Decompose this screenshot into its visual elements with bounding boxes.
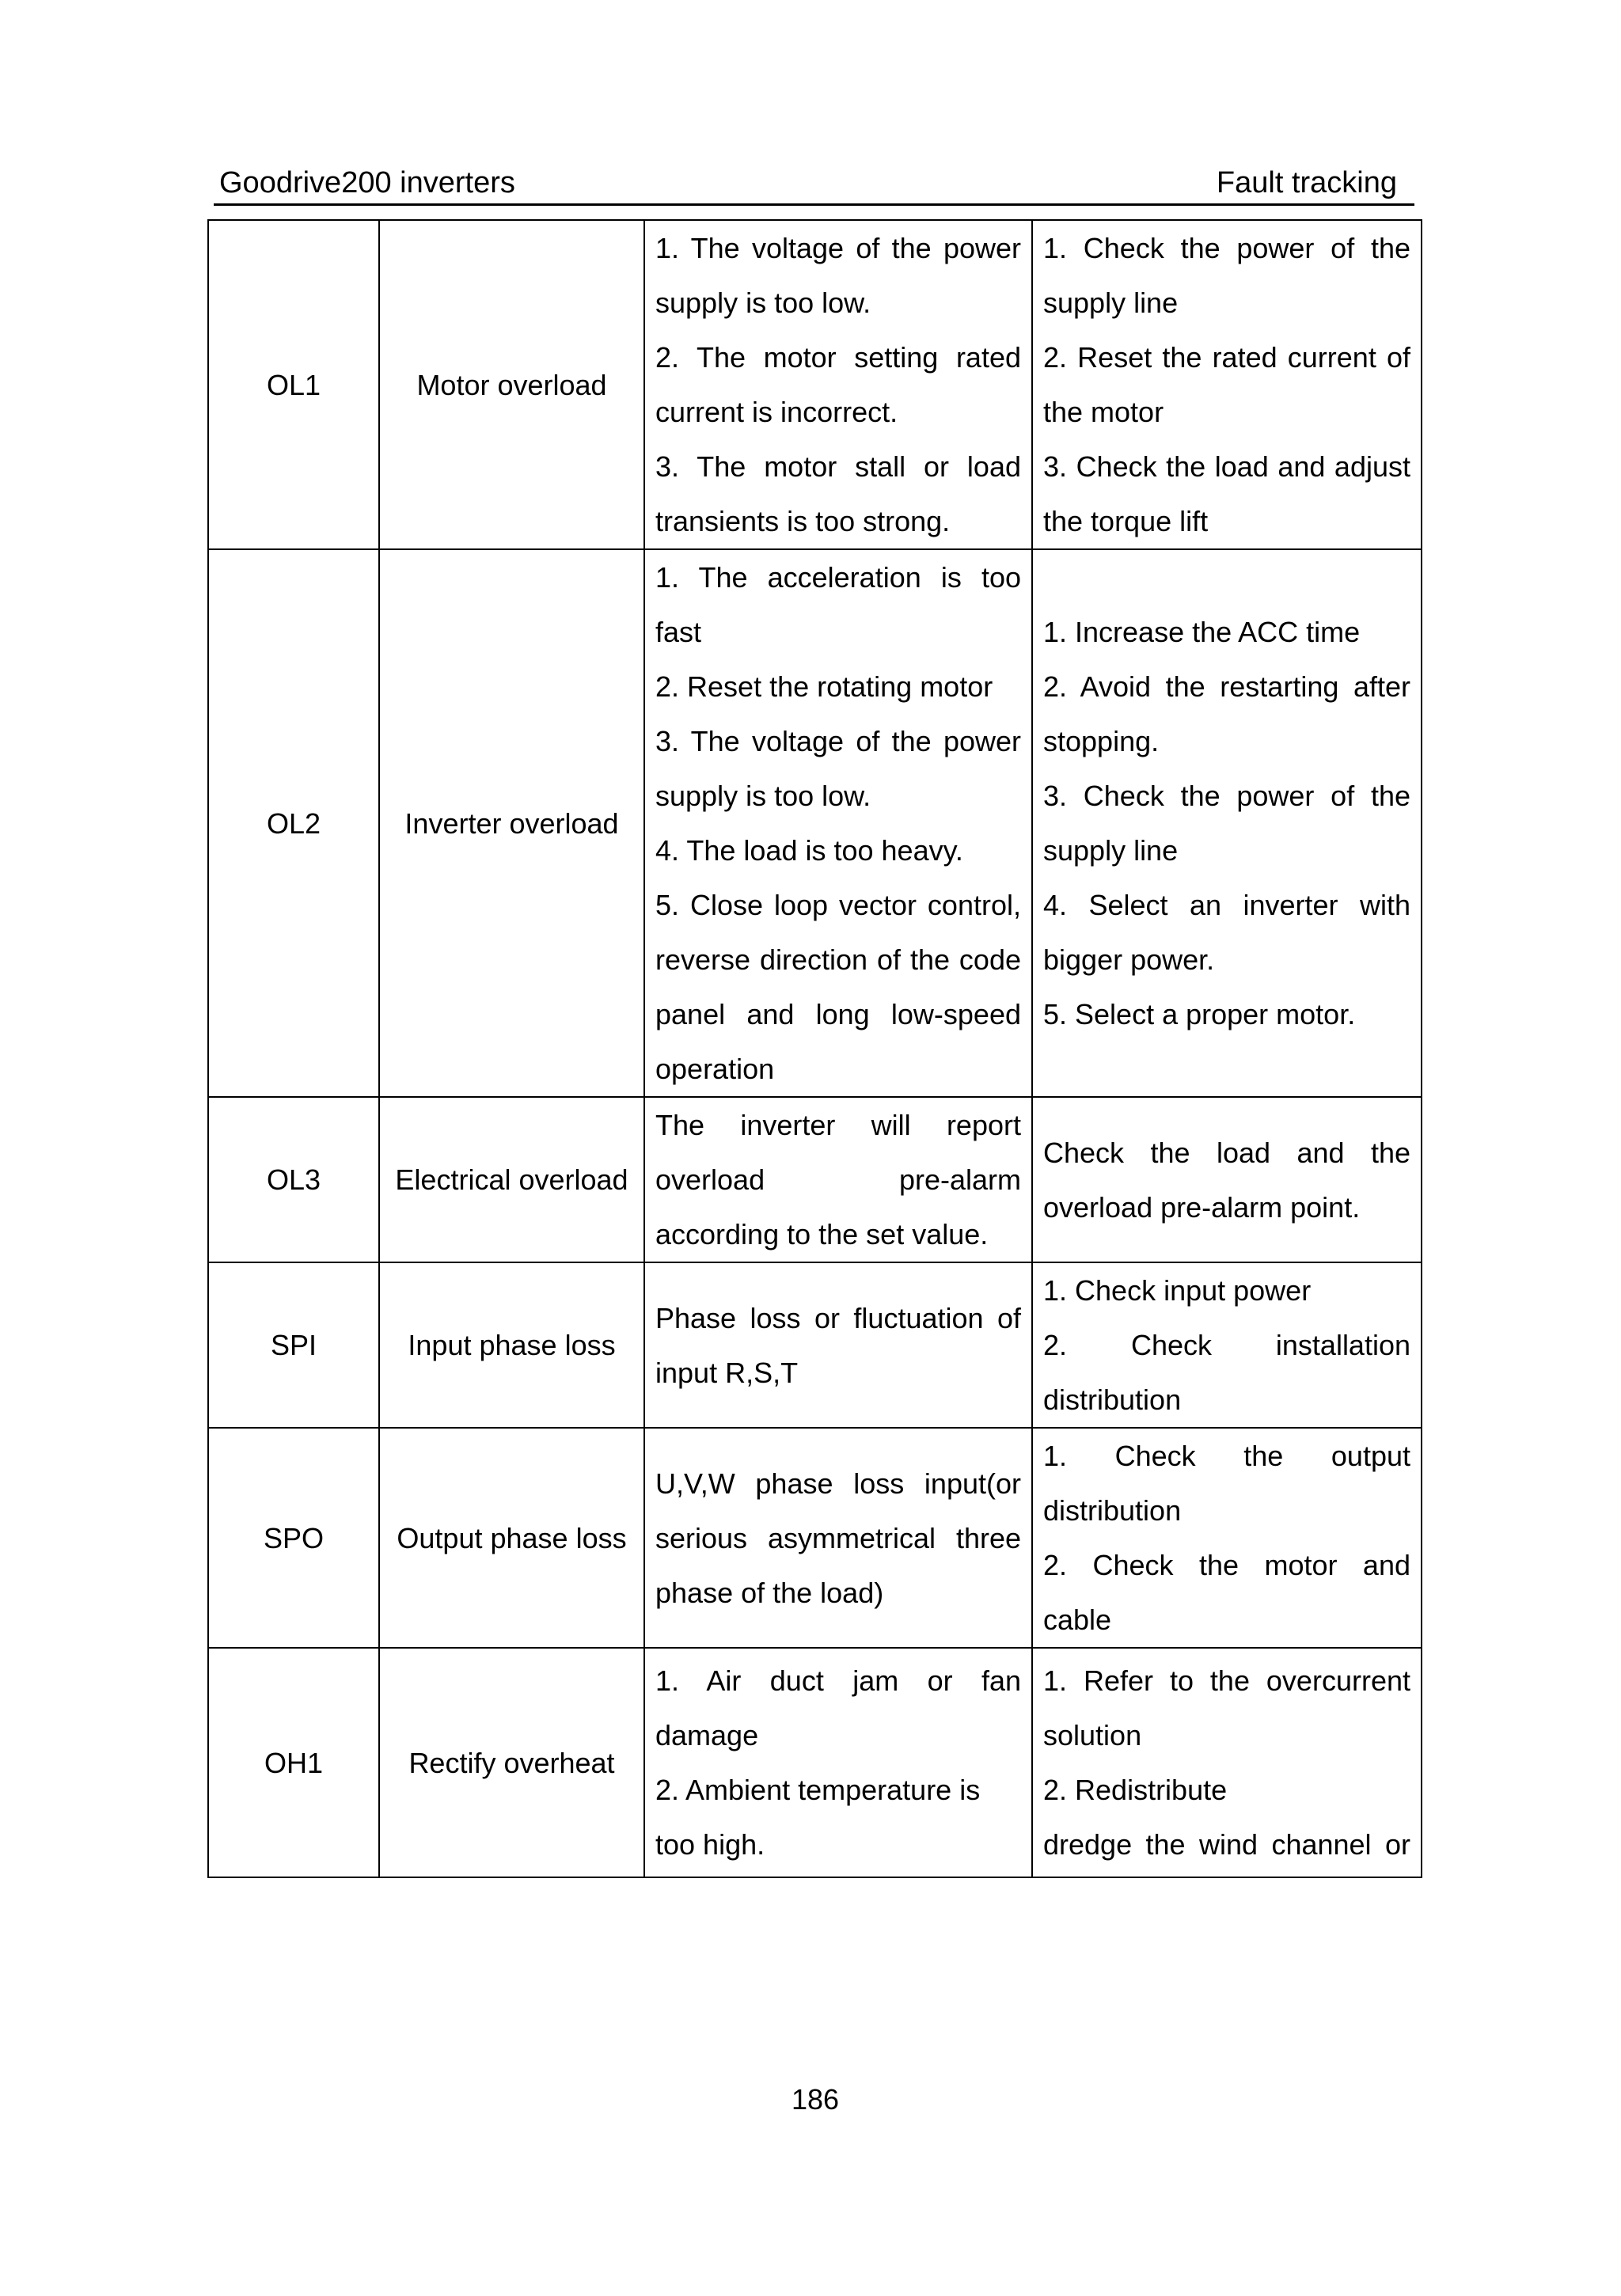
cause-line: 1. The voltage of the power [655,232,1021,264]
cause-line: transients is too strong. [655,505,951,537]
fault-code-cell [208,220,379,549]
fault-row [208,1097,1422,1262]
solution-line: the torque lift [1043,505,1209,537]
fault-code-cell [208,1428,379,1648]
cause-line: 2. Ambient temperature is [655,1774,981,1806]
fault-name: Rectify overheat [408,1746,615,1779]
fault-cause-cell [644,1262,1032,1428]
cause-line: 4. The load is too heavy. [655,834,963,867]
cause-line: current is incorrect. [655,396,898,428]
solution-line: supply line [1043,834,1179,867]
fault-solution-cell [1032,549,1422,1097]
cause-line: 2. The motor setting rated [655,341,1021,374]
fault-row [208,220,1422,549]
solution-line: 2. Check installation [1043,1329,1410,1361]
cause-line: operation [655,1053,775,1085]
solution-line: 3. Check the power of the [1043,780,1410,812]
solution-line: 2. Reset the rated current of [1043,341,1410,374]
solution-line: 1. Check the power of the [1043,232,1410,264]
solution-line: dredge the wind channel or [1043,1828,1410,1861]
solution-line: distribution [1043,1494,1182,1527]
solution-line: 5. Select a proper motor. [1043,998,1356,1030]
solution-line: Check the load and the [1043,1136,1410,1169]
solution-line: 2. Check the motor and [1043,1549,1410,1581]
cause-line: supply is too low. [655,780,871,812]
solution-line: distribution [1043,1383,1182,1416]
fault-code: OL3 [266,1163,321,1196]
fault-row [208,549,1422,1097]
cause-line: 1. Air duct jam or fan [655,1664,1021,1697]
fault-code: OH1 [264,1746,324,1779]
cause-line: overload pre-alarm [655,1163,1021,1196]
fault-code: OL2 [266,806,321,840]
fault-name: Inverter overload [404,806,619,840]
cause-line: 1. The acceleration is too [655,561,1021,594]
fault-cause-cell [644,1097,1032,1262]
fault-name: Electrical overload [395,1163,628,1196]
fault-name-cell [379,549,644,1097]
solution-line: solution [1043,1719,1142,1751]
cause-line: fast [655,616,702,648]
fault-cause-cell [644,1428,1032,1648]
fault-code: SPI [270,1329,317,1361]
solution-line: 1. Increase the ACC time [1043,616,1361,648]
fault-cause-cell [644,220,1032,549]
cause-line: U,V,W phase loss input(or [655,1467,1021,1500]
cause-line: 3. The motor stall or load [655,450,1021,483]
fault-row [208,1262,1422,1428]
fault-name: Input phase loss [408,1329,616,1361]
solution-line: 1. Check the output [1043,1440,1410,1472]
cause-line: 2. Reset the rotating motor [655,670,993,703]
cause-line: 3. The voltage of the power [655,725,1021,757]
cause-line: serious asymmetrical three [655,1521,1021,1554]
fault-code: SPO [263,1521,325,1554]
page-number: 186 [791,2083,840,2116]
cause-line: Phase loss or fluctuation of [655,1301,1021,1334]
fault-table [207,219,1422,1878]
solution-line: 1. Refer to the overcurrent [1043,1664,1410,1697]
cause-line: supply is too low. [655,287,871,319]
cause-line: according to the set value. [655,1218,989,1250]
fault-row [208,1428,1422,1648]
fault-name-cell [379,1262,644,1428]
solution-line: 2. Redistribute [1043,1774,1228,1806]
header-divider [214,203,1414,206]
solution-line: stopping. [1043,725,1160,757]
fault-table-body [208,220,1422,1877]
cause-line: too high. [655,1828,765,1861]
header-document-title: Goodrive200 inverters [219,166,515,199]
fault-solution-cell [1032,220,1422,549]
fault-solution-cell [1032,1428,1422,1648]
solution-line: the motor [1043,396,1164,428]
solution-line: cable [1043,1603,1112,1636]
cause-line: 5. Close loop vector control, [655,889,1021,921]
fault-code: OL1 [266,368,321,401]
fault-solution-cell [1032,1648,1422,1877]
fault-cause-cell [644,549,1032,1097]
solution-line: overload pre-alarm point. [1043,1190,1361,1224]
fault-code-cell [208,1097,379,1262]
solution-line: 2. Avoid the restarting after [1043,670,1410,703]
fault-solution-cell [1032,1097,1422,1262]
fault-name: Motor overload [416,368,607,401]
cause-line: damage [655,1719,759,1751]
fault-row [208,1648,1422,1877]
fault-name-cell [379,1648,644,1877]
fault-code-cell [208,1262,379,1428]
fault-code-cell [208,1648,379,1877]
cause-line: phase of the load) [655,1576,884,1609]
solution-line: bigger power. [1043,943,1215,976]
cause-line: panel and long low-speed [655,998,1021,1030]
cause-line: reverse direction of the code [655,943,1021,976]
fault-name-cell [379,1428,644,1648]
solution-line: 1. Check input power [1043,1274,1312,1307]
fault-name: Output phase loss [397,1521,627,1554]
fault-cause-cell [644,1648,1032,1877]
fault-solution-cell [1032,1262,1422,1428]
solution-line: 3. Check the load and adjust [1043,450,1410,483]
solution-line: supply line [1043,287,1179,319]
solution-line: 4. Select an inverter with [1043,889,1410,921]
fault-name-cell [379,1097,644,1262]
header-section-title: Fault tracking [1216,166,1397,199]
fault-code-cell [208,549,379,1097]
fault-name-cell [379,220,644,549]
cause-line: The inverter will report [655,1109,1021,1141]
cause-line: input R,S,T [655,1356,799,1389]
